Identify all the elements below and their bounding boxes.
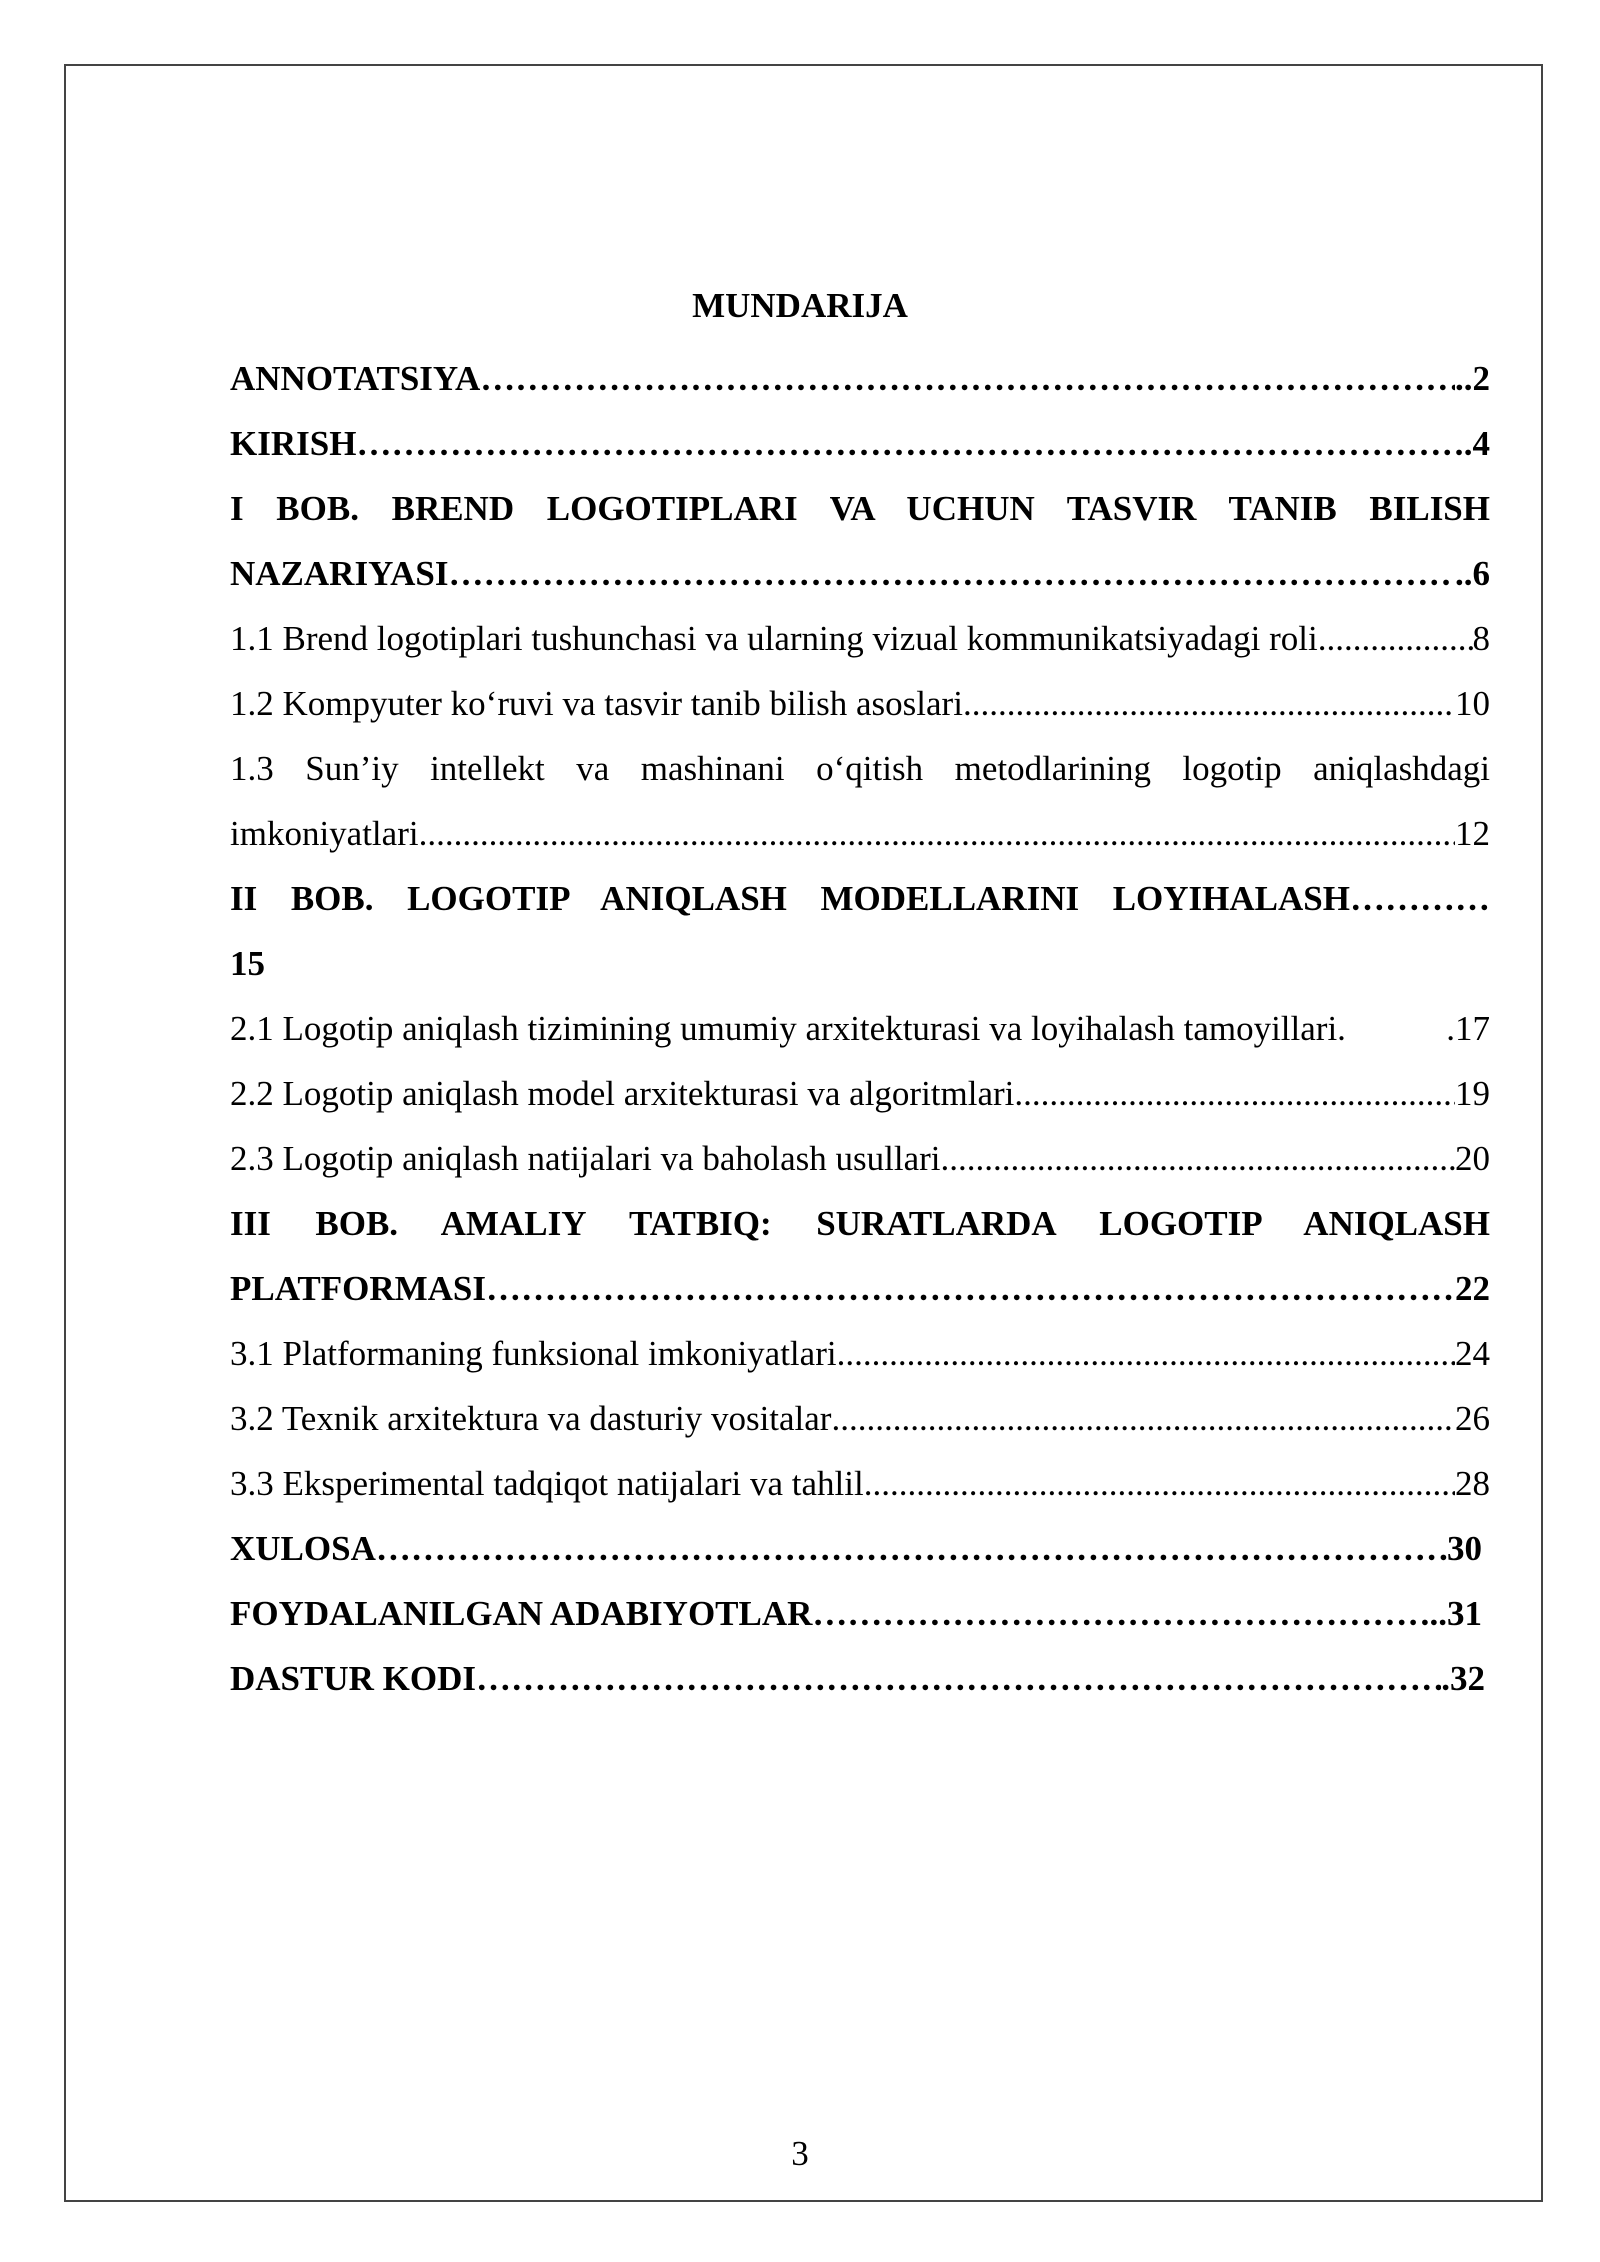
toc-entry-page: ..6 (1455, 554, 1490, 593)
toc-entry-2-2[interactable] (230, 1061, 1490, 1126)
toc-entry-page: 30 (1447, 1529, 1482, 1568)
toc-entry-label: FOYDALANILGAN ADABIYOTLAR (230, 1594, 813, 1633)
toc-entry-label: II BOB. LOGOTIP ANIQLASH MODELLARINI LOYIHALASH………… (230, 879, 1490, 918)
toc-entry-label: DASTUR KODI (230, 1659, 477, 1698)
toc-entry-page: 19 (1455, 1074, 1490, 1113)
toc-entry-page: ..2 (1455, 359, 1490, 398)
toc-entry-label: 3.3 Eksperimental tadqiqot natijalari va tahlil (230, 1464, 864, 1503)
toc-entry-label: I BOB. BREND LOGOTIPLARI VA UCHUN TASVIR TANIB BILISH (230, 489, 1490, 528)
toc-entry-3-2[interactable] (230, 1386, 1490, 1451)
toc-entry-label: KIRISH (230, 424, 357, 463)
toc-entry-label: PLATFORMASI (230, 1269, 487, 1308)
toc-entry-page: 10 (1455, 684, 1490, 723)
toc-entry-chapter-3-line2[interactable] (230, 1256, 1490, 1321)
toc-entry-chapter-1-line2[interactable] (230, 541, 1490, 606)
toc-entry-label: 2.3 Logotip aniqlash natijalari va baholash usullari (230, 1139, 941, 1178)
toc-entry-page: 20 (1455, 1139, 1490, 1178)
toc-entry-chapter-2-line2[interactable] (230, 931, 1490, 996)
table-of-contents (230, 346, 1490, 1711)
toc-entry-page: 22 (1455, 1269, 1490, 1308)
toc-entry-1-2[interactable] (230, 671, 1490, 736)
toc-entry-1-1[interactable] (230, 606, 1490, 671)
toc-entry-annotatsiya[interactable] (230, 346, 1490, 411)
toc-entry-1-3-line2[interactable] (230, 801, 1490, 866)
toc-entry-3-1[interactable] (230, 1321, 1490, 1386)
toc-entry-label: III BOB. AMALIY TATBIQ: SURATLARDA LOGOTIP ANIQLASH (230, 1204, 1490, 1243)
toc-entry-dastur-kodi[interactable] (230, 1646, 1490, 1711)
toc-entry-page: 26 (1455, 1399, 1490, 1438)
toc-entry-page: .32 (1441, 1659, 1485, 1698)
toc-entry-page: 24 (1455, 1334, 1490, 1373)
toc-entry-label: ANNOTATSIYA (230, 359, 481, 398)
toc-entry-page: 28 (1455, 1464, 1490, 1503)
toc-entry-label: 2.1 Logotip aniqlash tizimining umumiy arxitekturasi va loyihalash tamoyillari. (230, 1009, 1346, 1048)
toc-entry-xulosa[interactable] (230, 1516, 1490, 1581)
toc-entry-page: ..31 (1429, 1594, 1482, 1633)
toc-entry-label: 1.1 Brend logotiplari tushunchasi va ularning vizual kommunikatsiyadagi roli (230, 619, 1318, 658)
toc-entry-label: 1.2 Kompyuter ko‘ruvi va tasvir tanib bilish asoslari (230, 684, 963, 723)
toc-entry-page: .4 (1463, 424, 1490, 463)
toc-entry-page: 12 (1455, 814, 1490, 853)
toc-entry-label: NAZARIYASI (230, 554, 449, 593)
toc-entry-chapter-3-line1[interactable] (230, 1191, 1490, 1256)
toc-entry-label: 3.2 Texnik arxitektura va dasturiy vositalar (230, 1399, 832, 1438)
toc-entry-2-3[interactable] (230, 1126, 1490, 1191)
toc-entry-1-3-line1[interactable] (230, 736, 1490, 801)
toc-entry-2-1[interactable] (230, 996, 1490, 1061)
toc-entry-label: 3.1 Platformaning funksional imkoniyatlari (230, 1334, 837, 1373)
page-number: 3 (791, 2134, 809, 2173)
toc-entry-kirish[interactable] (230, 411, 1490, 476)
toc-entry-page: 15 (230, 944, 265, 983)
toc-entry-label: XULOSA (230, 1529, 376, 1568)
toc-entry-chapter-2-line1[interactable] (230, 866, 1490, 931)
toc-entry-label: 2.2 Logotip aniqlash model arxitekturasi va algoritmlari (230, 1074, 1015, 1113)
toc-entry-label: 1.3 Sun’iy intellekt va mashinani o‘qitish metodlarining logotip aniqlashdagi (230, 749, 1490, 788)
toc-entry-page: 8 (1472, 619, 1490, 658)
toc-entry-3-3[interactable] (230, 1451, 1490, 1516)
toc-entry-page: .17 (1446, 1009, 1490, 1048)
toc-title: MUNDARIJA (692, 286, 908, 325)
toc-entry-label: imkoniyatlari (230, 814, 419, 853)
toc-entry-adabiyotlar[interactable] (230, 1581, 1490, 1646)
toc-entry-chapter-1-line1[interactable] (230, 476, 1490, 541)
